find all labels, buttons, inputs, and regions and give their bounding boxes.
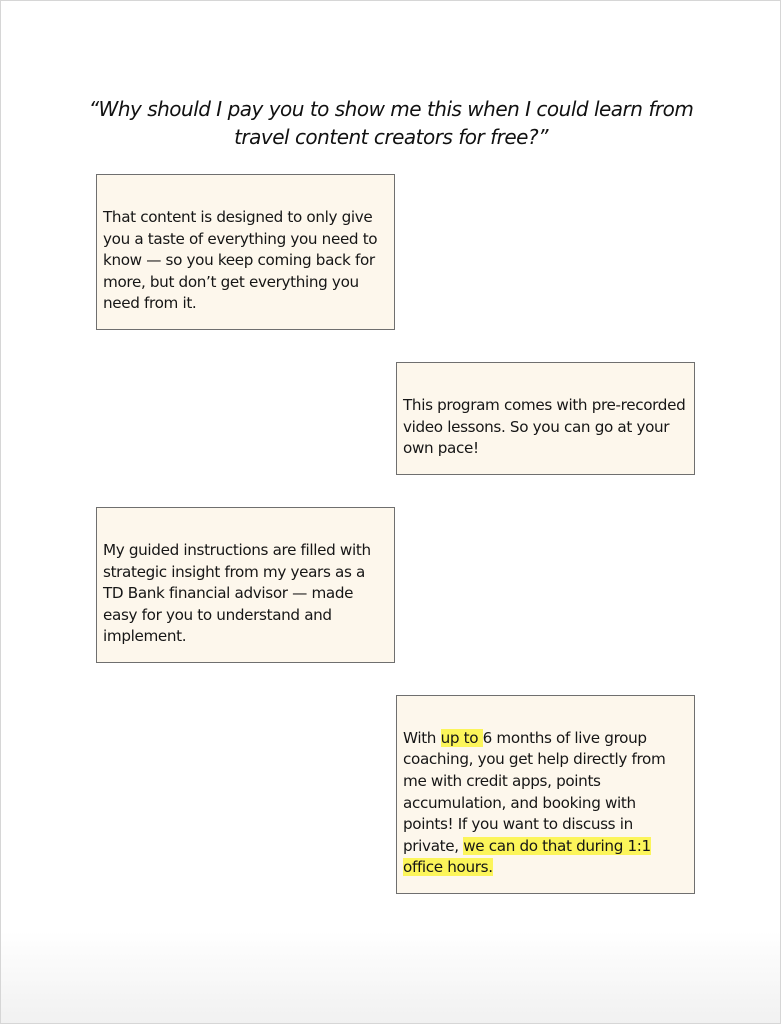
- highlighted-text: we can do that during 1:1 office hours.: [403, 836, 651, 877]
- card-text: That content is designed to only give you a taste of everything you need to know — so you keep coming back for more, but don’t get everything you need from it.: [103, 208, 378, 313]
- card-text: [403, 728, 686, 879]
- card-text-part: With: [403, 728, 441, 747]
- answer-card-content-creators: [96, 174, 395, 330]
- answer-card-live-coaching: [396, 695, 695, 894]
- card-text: This program comes with pre-recorded video lessons. So you can go at your own pace!: [403, 396, 686, 458]
- answer-card-guided-instructions: [96, 507, 395, 663]
- card-text-part: 6 months of live group coaching, you get help directly from me with credit apps, points accumulation, and booking with points! If you want to discuss in private,: [403, 728, 666, 855]
- answer-card-video-lessons: [396, 362, 695, 475]
- page-title: “Why should I pay you to show me this when I could learn from travel content creators for free?”: [88, 97, 694, 149]
- card-text: My guided instructions are filled with strategic insight from my years as a TD Bank financial advisor — made easy for you to understand and implement.: [103, 541, 371, 646]
- highlighted-text: up to: [440, 728, 483, 747]
